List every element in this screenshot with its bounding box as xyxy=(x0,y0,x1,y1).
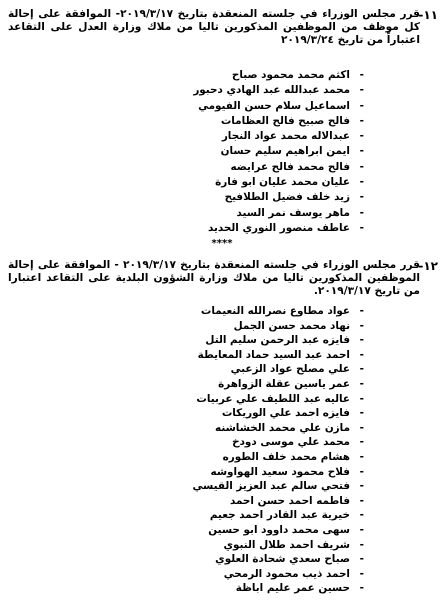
list-bullet: - xyxy=(359,319,364,332)
employee-name: سهى محمد داوود ابو حسين xyxy=(208,523,350,536)
decision-paragraph: قرر مجلس الوزراء في جلسته المنعقدة بتاريخ ٢٠١٩/٣/١٧- الموافقة على إحالة كل موظف من الموظفين المذكورين تاليا من ملاك وزارة العدل على التقاعد اعتباراً من تاريخ ٢٠١٩/٣/٢٤ xyxy=(8,8,420,46)
list-bullet: - xyxy=(359,480,364,493)
employee-name: علي مصلح عواد الزعبي xyxy=(230,363,350,376)
employee-name: محمد عبدالله عبد الهادي دحبور xyxy=(193,84,350,97)
employee-name: فتحي سالم عبد العزيز القيسي xyxy=(192,480,350,493)
employee-name: هشام محمد خلف الطوره xyxy=(222,450,350,463)
list-bullet: - xyxy=(359,392,364,405)
employee-name: فاطمه احمد حسن احمد xyxy=(229,494,350,507)
name-list-item xyxy=(193,333,364,348)
section-separator: **** xyxy=(211,238,233,249)
name-list-item xyxy=(193,479,364,494)
name-list-item xyxy=(193,190,364,205)
employee-name: فالح صبيح فالح العظامات xyxy=(220,114,350,127)
name-list-item xyxy=(193,304,364,319)
list-bullet: - xyxy=(359,465,364,478)
name-list-item xyxy=(193,377,364,392)
list-bullet: - xyxy=(359,567,364,580)
list-bullet: - xyxy=(359,348,364,361)
name-list-item xyxy=(193,348,364,363)
name-list-item xyxy=(193,175,364,190)
name-list-item xyxy=(193,406,364,421)
employee-name: محمد علي موسى دودخ xyxy=(232,436,350,449)
list-bullet: - xyxy=(359,114,364,127)
name-list-item xyxy=(193,99,364,114)
retiree-list xyxy=(193,304,364,596)
list-bullet: - xyxy=(359,582,364,595)
section-number: ١٢- xyxy=(418,259,438,273)
list-bullet: - xyxy=(359,334,364,347)
list-bullet: - xyxy=(359,363,364,376)
employee-name: نهاد محمد حسن الجمل xyxy=(233,319,350,332)
list-bullet: - xyxy=(359,523,364,536)
name-list-item xyxy=(193,435,364,450)
employee-name: فايزه احمد علي الوريكات xyxy=(221,407,350,420)
employee-name: عاليه عبد اللطيف علي عربيات xyxy=(196,392,350,405)
name-list-item xyxy=(193,421,364,436)
retiree-list xyxy=(193,68,364,236)
list-bullet: - xyxy=(359,494,364,507)
list-bullet: - xyxy=(359,130,364,143)
name-list-item xyxy=(193,552,364,567)
list-bullet: - xyxy=(359,436,364,449)
employee-name: اكثم محمد محمود صباح xyxy=(231,69,350,81)
employee-name: مازن علي محمد الخشاشنه xyxy=(215,421,350,434)
name-list-item xyxy=(193,160,364,175)
employee-name: عاطف منصور النوري الحديد xyxy=(207,221,350,234)
name-list-item xyxy=(193,538,364,553)
employee-name: خيرية عبد القادر احمد جعيم xyxy=(209,509,350,522)
name-list-item xyxy=(193,319,364,334)
list-bullet: - xyxy=(359,69,364,81)
name-list-item xyxy=(193,450,364,465)
employee-name: فلاح محمود سعيد الهواوشه xyxy=(210,465,350,478)
list-bullet: - xyxy=(359,421,364,434)
employee-name: ماهر يوسف نمر السيد xyxy=(236,206,350,219)
list-bullet: - xyxy=(359,206,364,219)
employee-name: صباح سعدي شحادة العلوي xyxy=(215,553,350,566)
list-bullet: - xyxy=(359,538,364,551)
name-list-item xyxy=(193,523,364,538)
employee-name: عواد مطاوع نصرالله النعيمات xyxy=(200,305,350,317)
employee-name: احمد عبد السيد حماد المعايطة xyxy=(197,348,350,361)
name-list-item xyxy=(193,129,364,144)
list-bullet: - xyxy=(359,450,364,463)
list-bullet: - xyxy=(359,99,364,112)
employee-name: عبدالاله محمد عواد النجار xyxy=(221,130,350,143)
name-list-item xyxy=(193,494,364,509)
employee-name: شريف احمد طلال النبوي xyxy=(223,538,350,551)
employee-name: عليان محمد عليان ابو فارة xyxy=(215,176,350,189)
list-bullet: - xyxy=(359,191,364,204)
name-list-item xyxy=(193,508,364,523)
name-list-item xyxy=(193,144,364,159)
list-bullet: - xyxy=(359,305,364,317)
employee-name: اسماعيل سلام حسن الفيومي xyxy=(198,99,350,112)
employee-name: فالح محمد فالح عرايضه xyxy=(230,160,350,173)
list-bullet: - xyxy=(359,160,364,173)
list-bullet: - xyxy=(359,553,364,566)
name-list-item xyxy=(193,567,364,582)
employee-name: عمر ياسين عقلة الزواهرة xyxy=(218,377,350,390)
name-list-item xyxy=(193,206,364,221)
name-list-item xyxy=(193,392,364,407)
list-bullet: - xyxy=(359,145,364,158)
name-list-item xyxy=(193,114,364,129)
name-list-item xyxy=(193,83,364,98)
decision-paragraph: قرر مجلس الوزراء في جلسته المنعقدة بتاريخ ٢٠١٩/٣/١٧ - الموافقة على إحالة الموظفين المذكورين تاليا من ملاك وزارة الشؤون البلدية على التقاعد اعتبارا من تاريخ ٢٠١٩/٣/١٧. xyxy=(8,259,420,297)
name-list-item xyxy=(193,68,364,83)
employee-name: زيد خلف فضيل الطلافيح xyxy=(224,191,350,204)
name-list-item xyxy=(193,221,364,236)
list-bullet: - xyxy=(359,407,364,420)
employee-name: حسين عمر عليم اباظة xyxy=(235,582,350,595)
name-list-item xyxy=(193,362,364,377)
section-number: ١١- xyxy=(418,8,438,22)
list-bullet: - xyxy=(359,377,364,390)
list-bullet: - xyxy=(359,221,364,234)
name-list-item xyxy=(193,581,364,596)
name-list-item xyxy=(193,465,364,480)
employee-name: احمد ذيب محمود الرمحي xyxy=(223,567,350,580)
employee-name: ايمن ابراهيم سليم حسان xyxy=(220,145,350,158)
list-bullet: - xyxy=(359,509,364,522)
employee-name: فايزه عبد الرحمن سليم التل xyxy=(205,334,350,347)
list-bullet: - xyxy=(359,176,364,189)
list-bullet: - xyxy=(359,84,364,97)
